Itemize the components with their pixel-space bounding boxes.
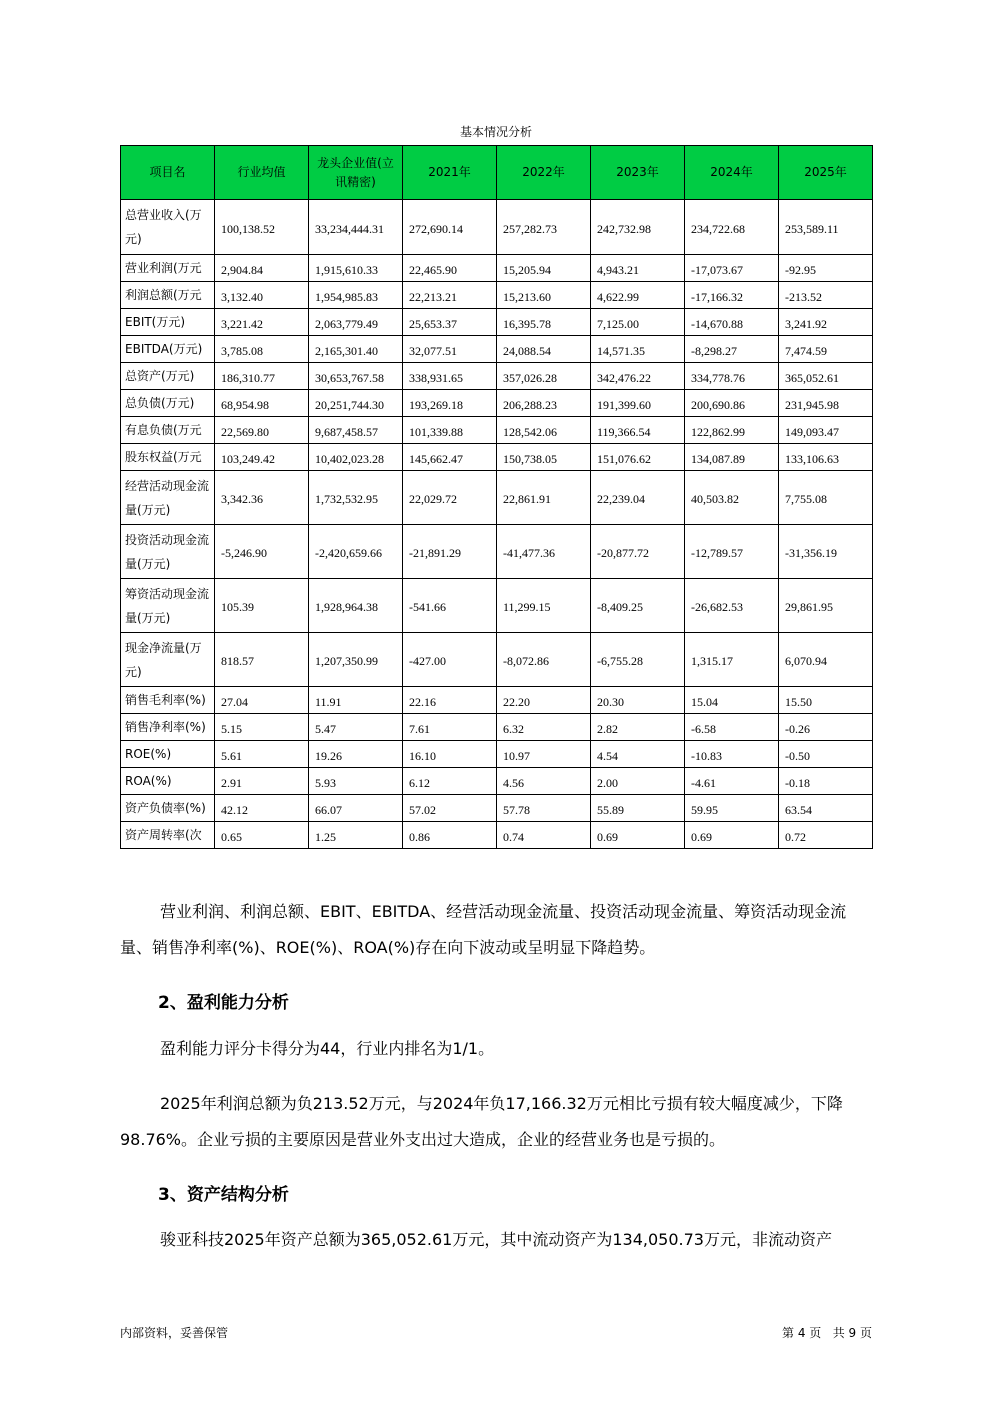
table-cell: 29,861.95	[779, 579, 873, 633]
column-header: 龙头企业值(立讯精密)	[309, 146, 403, 200]
table-cell: -6.58	[685, 714, 779, 741]
table-row	[121, 363, 873, 390]
financial-summary-table	[120, 145, 873, 849]
table-cell: 2,063,779.49	[309, 309, 403, 336]
table-cell: 7,125.00	[591, 309, 685, 336]
table-cell: -26,682.53	[685, 579, 779, 633]
table-cell: 10,402,023.28	[309, 444, 403, 471]
table-cell: 365,052.61	[779, 363, 873, 390]
table-cell: 150,738.05	[497, 444, 591, 471]
table-cell: 272,690.14	[403, 200, 497, 255]
table-cell: 11,299.15	[497, 579, 591, 633]
table-cell: 2,165,301.40	[309, 336, 403, 363]
row-label: ROE(%)	[121, 741, 215, 768]
table-cell: 3,785.08	[215, 336, 309, 363]
row-label: 利润总额(万元	[121, 282, 215, 309]
row-label: 有息负债(万元	[121, 417, 215, 444]
table-cell: 2.91	[215, 768, 309, 795]
table-cell: -10.83	[685, 741, 779, 768]
table-cell: 22,213.21	[403, 282, 497, 309]
table-cell: 151,076.62	[591, 444, 685, 471]
table-cell: 1,207,350.99	[309, 633, 403, 687]
table-cell: -41,477.36	[497, 525, 591, 579]
table-cell: 5.93	[309, 768, 403, 795]
table-cell: -31,356.19	[779, 525, 873, 579]
table-cell: 234,722.68	[685, 200, 779, 255]
column-header: 2023年	[591, 146, 685, 200]
table-cell: 15,213.60	[497, 282, 591, 309]
row-label: 现金净流量(万元)	[121, 633, 215, 687]
table-cell: 4,622.99	[591, 282, 685, 309]
table-cell: 818.57	[215, 633, 309, 687]
table-cell: 100,138.52	[215, 200, 309, 255]
table-cell: -427.00	[403, 633, 497, 687]
table-cell: 2,904.84	[215, 255, 309, 282]
column-header: 行业均值	[215, 146, 309, 200]
table-cell: 15.04	[685, 687, 779, 714]
table-cell: -8,409.25	[591, 579, 685, 633]
table-title: 基本情况分析	[459, 125, 532, 139]
table-row	[121, 687, 873, 714]
table-cell: 30,653,767.58	[309, 363, 403, 390]
table-cell: 105.39	[215, 579, 309, 633]
table-row	[121, 714, 873, 741]
row-label: ROA(%)	[121, 768, 215, 795]
footer-page-number: 第 4 页 共 9 页	[782, 1326, 872, 1340]
table-cell: 5.47	[309, 714, 403, 741]
table-cell: 1,315.17	[685, 633, 779, 687]
table-cell: 0.72	[779, 822, 873, 849]
table-cell: 0.86	[403, 822, 497, 849]
table-row	[121, 525, 873, 579]
row-label: 资产周转率(次	[121, 822, 215, 849]
table-cell: 4.54	[591, 741, 685, 768]
table-cell: -5,246.90	[215, 525, 309, 579]
table-cell: 16.10	[403, 741, 497, 768]
column-header: 2024年	[685, 146, 779, 200]
table-row	[121, 579, 873, 633]
table-header-row	[121, 146, 873, 200]
table-cell: 27.04	[215, 687, 309, 714]
table-cell: 59.95	[685, 795, 779, 822]
table-cell: 1,928,964.38	[309, 579, 403, 633]
table-cell: 253,589.11	[779, 200, 873, 255]
table-cell: 22,861.91	[497, 471, 591, 525]
table-cell: -0.18	[779, 768, 873, 795]
profit-paragraph: 2025年利润总额为负213.52万元，与2024年负17,166.32万元相比亏损有较大幅度减少，下降98.76%。企业亏损的主要原因是营业外支出过大造成，企业的经营业务也是亏损的。	[120, 1094, 843, 1149]
table-row	[121, 417, 873, 444]
table-cell: 2.00	[591, 768, 685, 795]
table-cell: 10.97	[497, 741, 591, 768]
table-cell: -12,789.57	[685, 525, 779, 579]
score-paragraph: 盈利能力评分卡得分为44，行业内排名为1/1。	[160, 1039, 495, 1058]
table-row	[121, 741, 873, 768]
table-cell: -8,072.86	[497, 633, 591, 687]
table-cell: 119,366.54	[591, 417, 685, 444]
table-cell: 19.26	[309, 741, 403, 768]
column-header: 2025年	[779, 146, 873, 200]
table-row	[121, 200, 873, 255]
table-cell: 0.69	[685, 822, 779, 849]
table-cell: 3,132.40	[215, 282, 309, 309]
table-cell: 7.61	[403, 714, 497, 741]
table-cell: 55.89	[591, 795, 685, 822]
row-label: 筹资活动现金流量(万元)	[121, 579, 215, 633]
table-cell: 1,732,532.95	[309, 471, 403, 525]
table-cell: 42.12	[215, 795, 309, 822]
row-label: 投资活动现金流量(万元)	[121, 525, 215, 579]
table-cell: 0.69	[591, 822, 685, 849]
table-cell: 57.78	[497, 795, 591, 822]
table-cell: 338,931.65	[403, 363, 497, 390]
trend-paragraph: 营业利润、利润总额、EBIT、EBITDA、经营活动现金流量、投资活动现金流量、筹资活动现金流量、销售净利率(%)、ROE(%)、ROA(%)存在向下波动或呈明显下降趋势。	[120, 902, 847, 957]
row-label: 总资产(万元)	[121, 363, 215, 390]
row-label: 资产负债率(%)	[121, 795, 215, 822]
table-cell: 57.02	[403, 795, 497, 822]
table-row	[121, 471, 873, 525]
table-cell: -92.95	[779, 255, 873, 282]
table-cell: 200,690.86	[685, 390, 779, 417]
row-label: EBITDA(万元)	[121, 336, 215, 363]
table-row	[121, 336, 873, 363]
table-cell: -17,166.32	[685, 282, 779, 309]
table-cell: 231,945.98	[779, 390, 873, 417]
table-cell: 33,234,444.31	[309, 200, 403, 255]
table-row	[121, 633, 873, 687]
table-cell: 191,399.60	[591, 390, 685, 417]
table-cell: 16,395.78	[497, 309, 591, 336]
table-cell: 134,087.89	[685, 444, 779, 471]
table-cell: -14,670.88	[685, 309, 779, 336]
table-cell: 20,251,744.30	[309, 390, 403, 417]
table-cell: 4,943.21	[591, 255, 685, 282]
table-cell: 2.82	[591, 714, 685, 741]
table-cell: 193,269.18	[403, 390, 497, 417]
table-cell: -6,755.28	[591, 633, 685, 687]
table-cell: -213.52	[779, 282, 873, 309]
table-row	[121, 822, 873, 849]
section-heading-asset-structure: 3、资产结构分析	[158, 1185, 289, 1205]
table-cell: 149,093.47	[779, 417, 873, 444]
table-cell: 24,088.54	[497, 336, 591, 363]
table-cell: 6.32	[497, 714, 591, 741]
row-label: 总营业收入(万元)	[121, 200, 215, 255]
table-row	[121, 255, 873, 282]
table-cell: 66.07	[309, 795, 403, 822]
table-cell: -2,420,659.66	[309, 525, 403, 579]
column-header: 项目名	[121, 146, 215, 200]
table-cell: 68,954.98	[215, 390, 309, 417]
table-cell: 186,310.77	[215, 363, 309, 390]
table-cell: -0.50	[779, 741, 873, 768]
table-row	[121, 795, 873, 822]
table-cell: 145,662.47	[403, 444, 497, 471]
column-header: 2021年	[403, 146, 497, 200]
table-cell: 22,239.04	[591, 471, 685, 525]
row-label: 股东权益(万元	[121, 444, 215, 471]
table-cell: 257,282.73	[497, 200, 591, 255]
table-cell: -17,073.67	[685, 255, 779, 282]
table-cell: 0.65	[215, 822, 309, 849]
table-cell: 15,205.94	[497, 255, 591, 282]
table-cell: 1.25	[309, 822, 403, 849]
table-cell: 5.15	[215, 714, 309, 741]
table-cell: -8,298.27	[685, 336, 779, 363]
table-cell: 22.20	[497, 687, 591, 714]
table-row	[121, 282, 873, 309]
table-cell: 4.56	[497, 768, 591, 795]
table-cell: -20,877.72	[591, 525, 685, 579]
table-cell: 9,687,458.57	[309, 417, 403, 444]
table-cell: -21,891.29	[403, 525, 497, 579]
table-cell: -4.61	[685, 768, 779, 795]
table-cell: 7,755.08	[779, 471, 873, 525]
table-cell: 1,915,610.33	[309, 255, 403, 282]
table-cell: 0.74	[497, 822, 591, 849]
table-cell: 206,288.23	[497, 390, 591, 417]
table-cell: 357,026.28	[497, 363, 591, 390]
table-cell: 22.16	[403, 687, 497, 714]
table-cell: -0.26	[779, 714, 873, 741]
table-cell: 122,862.99	[685, 417, 779, 444]
table-cell: 342,476.22	[591, 363, 685, 390]
table-cell: 133,106.63	[779, 444, 873, 471]
footer-confidential: 内部资料，妥善保管	[120, 1326, 229, 1340]
table-cell: 3,342.36	[215, 471, 309, 525]
row-label: 销售净利率(%)	[121, 714, 215, 741]
table-cell: 32,077.51	[403, 336, 497, 363]
table-cell: 128,542.06	[497, 417, 591, 444]
table-cell: 25,653.37	[403, 309, 497, 336]
table-cell: 5.61	[215, 741, 309, 768]
section-heading-profitability: 2、盈利能力分析	[158, 993, 289, 1013]
table-cell: 6,070.94	[779, 633, 873, 687]
table-cell: 6.12	[403, 768, 497, 795]
table-cell: 242,732.98	[591, 200, 685, 255]
table-cell: 22,465.90	[403, 255, 497, 282]
table-cell: 1,954,985.83	[309, 282, 403, 309]
table-cell: 15.50	[779, 687, 873, 714]
table-cell: 3,221.42	[215, 309, 309, 336]
table-cell: 3,241.92	[779, 309, 873, 336]
table-cell: 11.91	[309, 687, 403, 714]
table-cell: 103,249.42	[215, 444, 309, 471]
table-cell: 40,503.82	[685, 471, 779, 525]
column-header: 2022年	[497, 146, 591, 200]
table-row	[121, 390, 873, 417]
table-cell: 20.30	[591, 687, 685, 714]
table-cell: 22,029.72	[403, 471, 497, 525]
row-label: 营业利润(万元	[121, 255, 215, 282]
table-cell: 63.54	[779, 795, 873, 822]
asset-paragraph: 骏亚科技2025年资产总额为365,052.61万元，其中流动资产为134,050.73万元，非流动资产	[160, 1230, 832, 1249]
table-cell: 22,569.80	[215, 417, 309, 444]
table-row	[121, 444, 873, 471]
row-label: EBIT(万元)	[121, 309, 215, 336]
table-cell: 7,474.59	[779, 336, 873, 363]
row-label: 总负债(万元)	[121, 390, 215, 417]
table-cell: -541.66	[403, 579, 497, 633]
table-row	[121, 768, 873, 795]
row-label: 销售毛利率(%)	[121, 687, 215, 714]
table-cell: 14,571.35	[591, 336, 685, 363]
table-cell: 334,778.76	[685, 363, 779, 390]
row-label: 经营活动现金流量(万元)	[121, 471, 215, 525]
table-row	[121, 309, 873, 336]
table-cell: 101,339.88	[403, 417, 497, 444]
